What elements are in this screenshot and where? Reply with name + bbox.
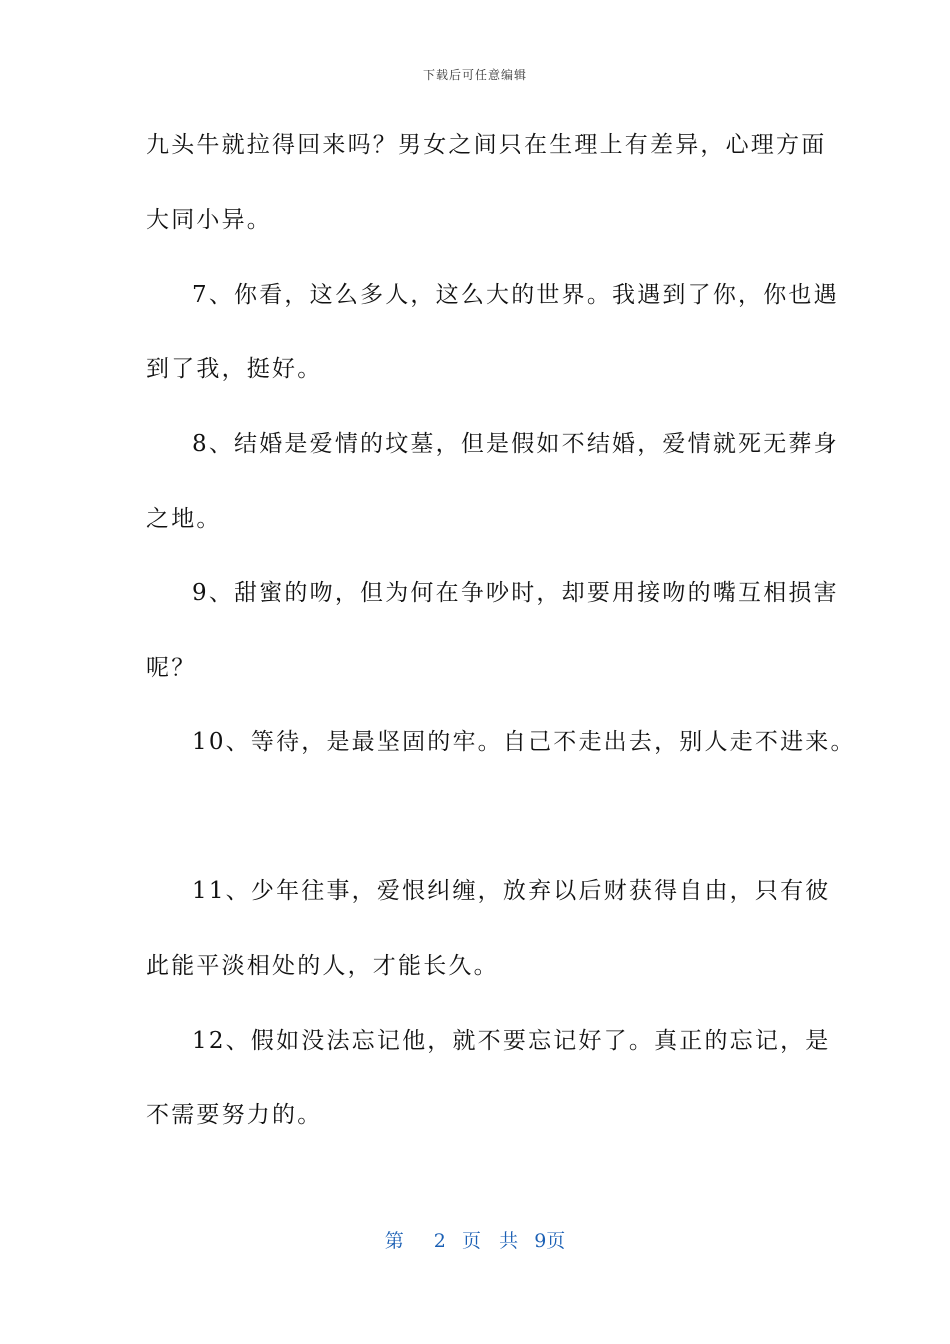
text-line: 7、你看，这么多人，这么大的世界。我遇到了你，你也遇	[192, 282, 839, 308]
text-line: 之地。	[146, 506, 222, 532]
total-pages: 9页	[534, 1230, 566, 1252]
text-line: 到了我，挺好。	[146, 356, 323, 382]
text-line: 12、假如没法忘记他，就不要忘记好了。真正的忘记，是	[192, 1028, 831, 1054]
text-line: 10、等待，是最坚固的牢。自己不走出去，别人走不进来。	[192, 729, 856, 755]
text-line: 9、甜蜜的吻，但为何在争吵时，却要用接吻的嘴互相损害	[192, 580, 839, 606]
text-line: 8、结婚是爱情的坟墓，但是假如不结婚，爱情就死无葬身	[192, 431, 839, 457]
page-prefix: 第	[384, 1230, 404, 1252]
page-header: 下载后可任意编辑	[422, 68, 527, 82]
page-footer	[0, 1226, 950, 1253]
page-number: 2	[433, 1230, 446, 1252]
text-line: 此能平淡相处的人，才能长久。	[146, 953, 499, 979]
text-line: 大同小异。	[146, 207, 272, 233]
total-prefix: 共	[499, 1230, 519, 1252]
text-line: 11、少年往事，爱恨纠缠，放弃以后财获得自由，只有彼	[192, 878, 831, 904]
text-line: 九头牛就拉得回来吗？男女之间只在生理上有差异，心理方面	[146, 132, 827, 158]
text-line: 呢？	[146, 655, 197, 681]
page-label: 页	[461, 1230, 481, 1252]
text-line: 不需要努力的。	[146, 1102, 323, 1128]
